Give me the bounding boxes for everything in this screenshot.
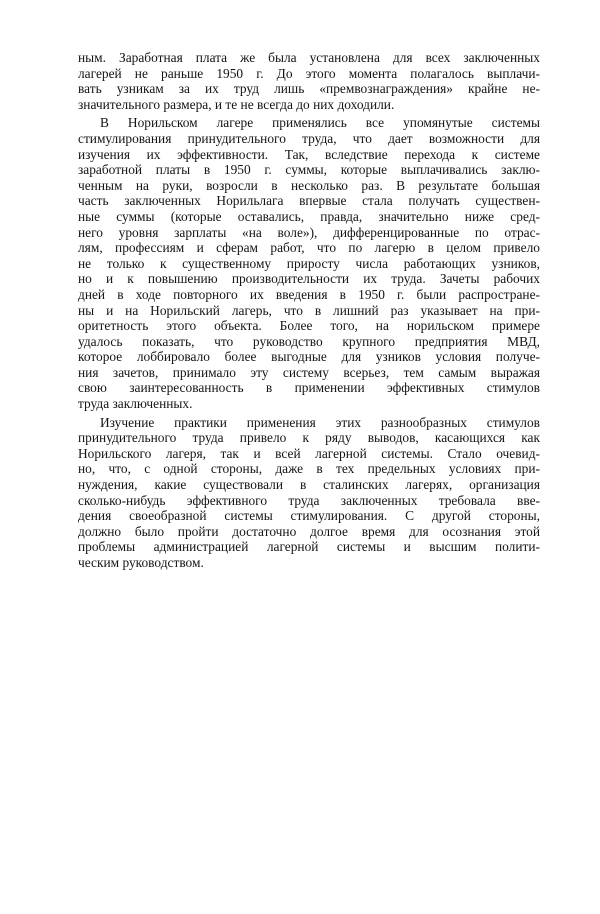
text-line: свою заинтересованность в применении эффективных стимулов [78,380,540,396]
text-line: значительного размера, и те не всегда до них доходили. [78,96,395,112]
text-line: часть заключенных Норильлага впервые стала получать существен- [78,193,540,209]
text-line: сколько-нибудь эффективного труда заключенных требовала вве- [78,492,540,508]
text-line: проблемы администрацией лагерной системы и высшим полити- [78,539,540,555]
page-text [78,50,540,571]
text-line: вать узникам за их труд лишь «премвознаграждения» крайне не- [78,81,540,97]
paragraph-1 [78,50,540,112]
text-line: лагерей не раньше 1950 г. До этого момента полагалось выплачи- [78,65,540,81]
text-line: лям, профессиям и сферам работ, что по лагерю в целом привело [78,240,540,256]
text-line: него уровня зарплаты «на воле»), дифференцированные по отрас- [78,224,540,240]
text-line: не только к существенному приросту числа работающих узников, [78,255,540,271]
text-line: ные суммы (которые оставались, правда, значительно ниже сред- [78,208,540,224]
text-line: изучения их эффективности. Так, вследствие перехода к системе [78,146,540,162]
paragraph-3 [78,415,540,571]
paragraph-2 [78,115,540,411]
text-line: нуждения, какие существовали в сталинских лагерях, организация [78,477,540,493]
text-line: но и к повышению производительности их труда. Зачеты рабочих [78,271,540,287]
text-line: оритетность этого объекта. Более того, на норильском примере [78,318,540,334]
text-line: удалось показать, что руководство крупного предприятия МВД, [78,333,540,349]
text-line: ным. Заработная плата же была установлена для всех заключенных [78,50,540,65]
text-line: Изучение практики применения этих разнообразных стимулов [100,414,540,430]
text-line: стимулирования принудительного труда, что дает возможности для [78,130,540,146]
text-line: принудительного труда привело к ряду выводов, касающихся как [78,430,540,446]
text-line: ческим руководством. [78,555,204,570]
text-line: ны и на Норильский лагерь, что в лишний раз указывает на при- [78,302,540,318]
text-line: В Норильском лагере применялись все упомянутые системы [100,115,540,131]
text-line: заработной платы в 1950 г. суммы, которые выплачивались заклю- [78,162,540,178]
text-line: ченным на руки, возросли в несколько раз. В результате большая [78,177,540,193]
text-line: дения своеобразной системы стимулирования. С другой стороны, [78,508,540,524]
text-line: должно было пройти достаточно долгое время для осознания этой [78,523,540,539]
text-line: Норильского лагеря, так и всей лагерной системы. Стало очевид- [78,445,540,461]
text-line: труда заключенных. [78,396,193,412]
text-line: дней в ходе повторного их введения в 1950 г. были распростране- [78,286,540,302]
text-line: которое лоббировало более выгодные для узников условия получе- [78,349,540,365]
text-line: ния зачетов, принимало эту систему всерьез, тем самым выражая [78,364,540,380]
text-line: но, что, с одной стороны, даже в тех предельных условиях при- [78,461,540,477]
